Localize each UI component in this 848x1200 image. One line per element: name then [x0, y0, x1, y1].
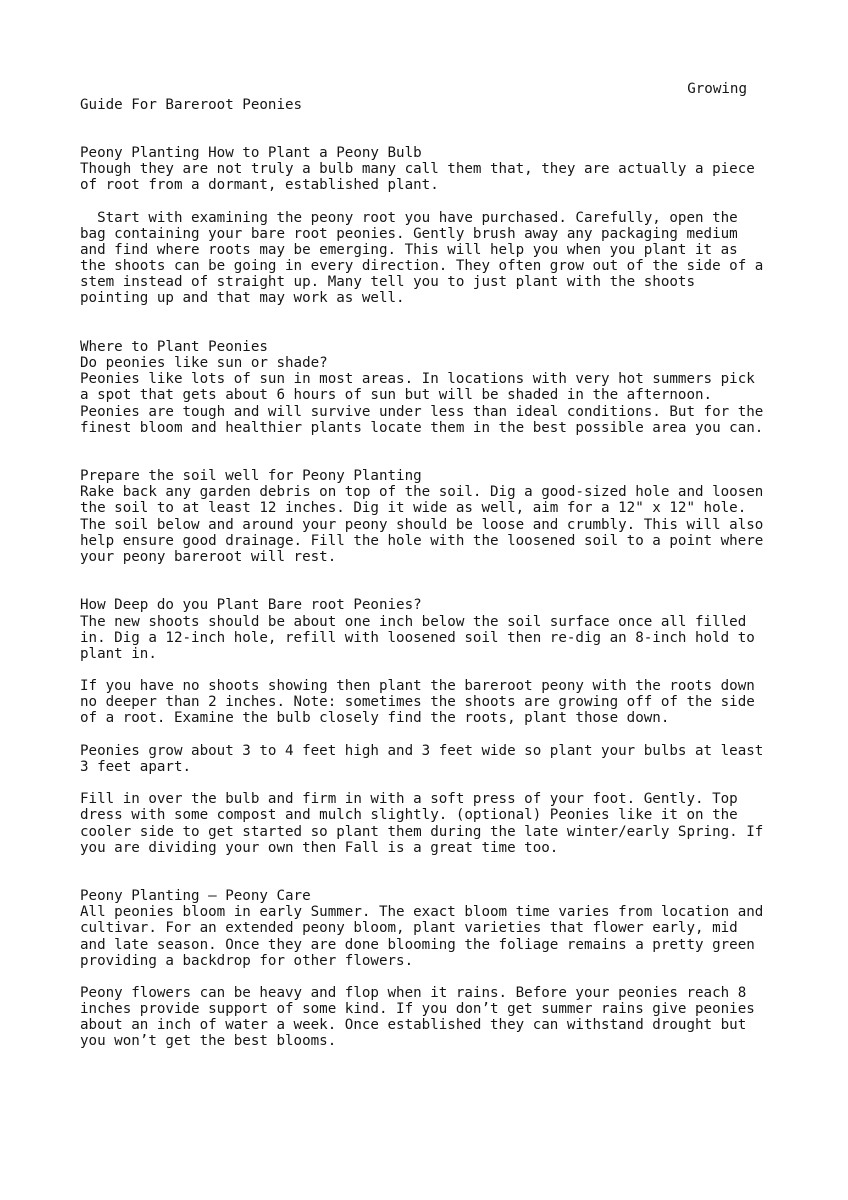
paragraph-line: and find where roots may be emerging. This will help you when you plant it as: [80, 242, 738, 259]
paragraph-line: the shoots can be going in every direction. They often grow out of the side of a: [80, 258, 764, 275]
section-heading: How Deep do you Plant Bare root Peonies?: [80, 597, 422, 614]
blank-line: [80, 727, 764, 743]
paragraph-line: the soil to at least 12 inches. Dig it wide as well, aim for a 12" x 12" hole.: [80, 500, 747, 517]
paragraph-line: in. Dig a 12-inch hole, refill with loosened soil then re-dig an 8-inch hold to: [80, 629, 755, 646]
section-heading: Prepare the soil well for Peony Planting: [80, 468, 422, 485]
blank-line: [80, 323, 764, 339]
paragraph-line: Peonies grow about 3 to 4 feet high and 3 feet wide so plant your bulbs at least: [80, 742, 764, 759]
paragraph-line: Start with examining the peony root you have purchased. Carefully, open the: [80, 209, 738, 226]
blank-line: [80, 307, 764, 323]
paragraph-line: stem instead of straight up. Many tell you to just plant with the shoots: [80, 274, 695, 291]
blank-line: [80, 856, 764, 872]
paragraph-line: All peonies bloom in early Summer. The exact bloom time varies from location and: [80, 904, 764, 921]
paragraph-line: cooler side to get started so plant them during the late winter/early Spring. If: [80, 823, 764, 840]
document-sections: [80, 113, 764, 1050]
header-word: Growing: [687, 80, 747, 97]
blank-line: [80, 775, 764, 791]
paragraph-line: you are dividing your own then Fall is a great time too.: [80, 839, 559, 856]
paragraph-line: about an inch of water a week. Once established they can withstand drought but: [80, 1017, 747, 1034]
paragraph-line: of a root. Examine the bulb closely find the roots, plant those down.: [80, 710, 670, 727]
paragraph-line: cultivar. For an extended peony bloom, plant varieties that flower early, mid: [80, 920, 738, 937]
paragraph-line: Peony flowers can be heavy and flop when it rains. Before your peonies reach 8: [80, 985, 747, 1002]
blank-line: [80, 129, 764, 145]
blank-line: [80, 194, 764, 210]
paragraph-line: finest bloom and healthier plants locate them in the best possible area you can.: [80, 419, 764, 436]
paragraph-line: Fill in over the bulb and firm in with a soft press of your foot. Gently. Top: [80, 791, 738, 808]
paragraph-line: no deeper than 2 inches. Note: sometimes the shoots are growing off of the side: [80, 694, 755, 711]
section-heading: Peony Planting How to Plant a Peony Bulb: [80, 145, 422, 162]
paragraph-line: The new shoots should be about one inch below the soil surface once all filled: [80, 613, 747, 630]
paragraph-line: dress with some compost and mulch slightly. (optional) Peonies like it on the: [80, 807, 738, 824]
paragraph-line: plant in.: [80, 645, 157, 662]
paragraph-line: Do peonies like sun or shade?: [80, 355, 328, 372]
paragraph-line: Peonies are tough and will survive under less than ideal conditions. But for the: [80, 403, 764, 420]
blank-line: [80, 969, 764, 985]
document-text: [80, 81, 764, 1050]
section-heading: Peony Planting – Peony Care: [80, 888, 311, 905]
paragraph-line: and late season. Once they are done blooming the foliage remains a pretty green: [80, 936, 755, 953]
blank-line: [80, 662, 764, 678]
paragraph-line: providing a backdrop for other flowers.: [80, 952, 414, 969]
paragraph-line: of root from a dormant, established plant.: [80, 177, 439, 194]
document-title: Guide For Bareroot Peonies: [80, 96, 303, 113]
paragraph-line: bag containing your bare root peonies. Gently brush away any packaging medium: [80, 225, 738, 242]
paragraph-line: The soil below and around your peony should be loose and crumbly. This will also: [80, 516, 764, 533]
paragraph-line: If you have no shoots showing then plant the bareroot peony with the roots down: [80, 678, 755, 695]
paragraph-line: pointing up and that may work as well.: [80, 290, 405, 307]
paragraph-line: your peony bareroot will rest.: [80, 548, 337, 565]
blank-line: [80, 565, 764, 581]
paragraph-line: help ensure good drainage. Fill the hole with the loosened soil to a point where: [80, 532, 764, 549]
blank-line: [80, 872, 764, 888]
section-heading: Where to Plant Peonies: [80, 338, 268, 355]
paragraph-line: 3 feet apart.: [80, 758, 192, 775]
paragraph-line: Peonies like lots of sun in most areas. In locations with very hot summers pick: [80, 371, 755, 388]
paragraph-line: a spot that gets about 6 hours of sun but will be shaded in the afternoon.: [80, 387, 713, 404]
paragraph-line: you won’t get the best blooms.: [80, 1033, 337, 1050]
paragraph-line: inches provide support of some kind. If you don’t get summer rains give peonies: [80, 1001, 755, 1018]
paragraph-line: Rake back any garden debris on top of the soil. Dig a good-sized hole and loosen: [80, 484, 764, 501]
paragraph-line: Though they are not truly a bulb many call them that, they are actually a piece: [80, 161, 755, 178]
blank-line: [80, 113, 764, 129]
blank-line: [80, 581, 764, 597]
blank-line: [80, 436, 764, 452]
blank-line: [80, 452, 764, 468]
